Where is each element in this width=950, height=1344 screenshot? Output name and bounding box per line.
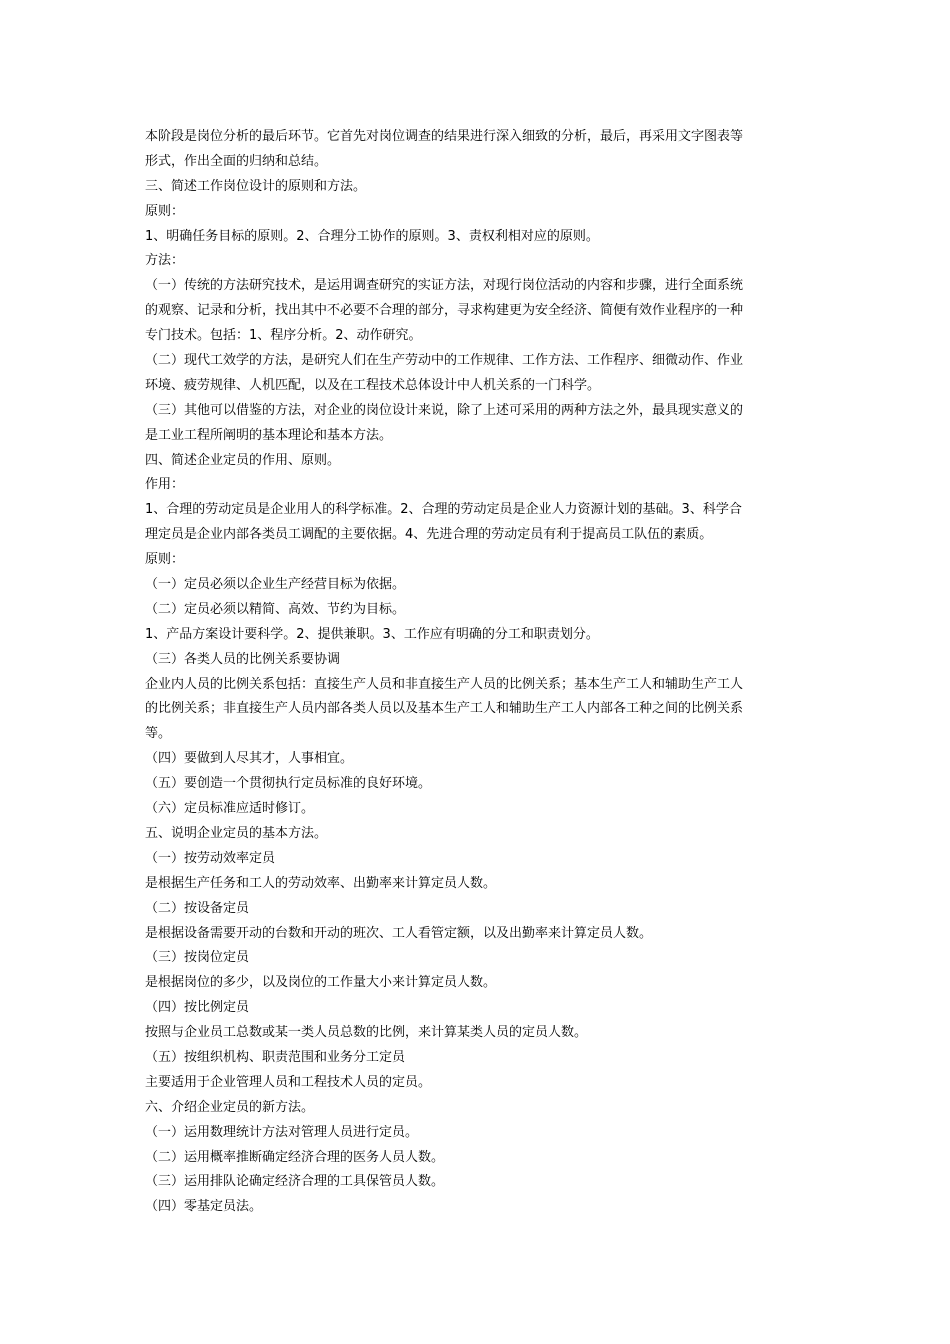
text-line: （三）按岗位定员 xyxy=(145,950,250,966)
text-line: （一）定员必须以企业生产经营目标为依据。 xyxy=(145,577,406,593)
text-line: 原则： xyxy=(145,552,185,568)
text-line: 作用： xyxy=(145,477,185,493)
section-heading: 三、简述工作岗位设计的原则和方法。 xyxy=(145,178,367,194)
text-line: （四）按比例定员 xyxy=(145,1000,250,1016)
text-line: 的比例关系；非直接生产人员内部各类人员以及基本生产工人和辅助生产工人内部各工种之间的比例关系 xyxy=(145,701,744,717)
text-line: 本阶段是岗位分析的最后环节。它首先对岗位调查的结果进行深入细致的分析，最后，再采用文字图表等 xyxy=(145,129,744,144)
text-line: （二）按设备定员 xyxy=(145,900,250,916)
text-line: 是工业工程所阐明的基本理论和基本方法。 xyxy=(145,427,393,443)
text-line: 是根据设备需要开动的台数和开动的班次、工人看管定额，以及出勤率来计算定员人数。 xyxy=(145,925,653,941)
text-line: （一）按劳动效率定员 xyxy=(145,850,276,866)
text-line: 的观察、记录和分析，找出其中不必要不合理的部分，寻求构建更为安全经济、简便有效作业程序的一种 xyxy=(145,303,744,319)
text-line: 原则： xyxy=(145,203,185,219)
text-line: 企业内人员的比例关系包括：直接生产人员和非直接生产人员的比例关系；基本生产工人和辅助生产工人 xyxy=(145,676,744,692)
text-line: 按照与企业员工总数或某一类人员总数的比例，来计算某类人员的定员人数。 xyxy=(145,1025,588,1041)
text-line: 1、明确任务目标的原则。2、合理分工协作的原则。3、责权利相对应的原则。 xyxy=(145,228,599,244)
text-line: （四）零基定员法。 xyxy=(145,1199,263,1215)
section-heading: 六、介绍企业定员的新方法。 xyxy=(145,1099,315,1115)
text-line: 主要适用于企业管理人员和工程技术人员的定员。 xyxy=(145,1074,432,1090)
text-line: （三）其他可以借鉴的方法，对企业的岗位设计来说，除了上述可采用的两种方法之外，最具现实意义的 xyxy=(145,402,744,418)
text-line: 1、合理的劳动定员是企业用人的科学标准。2、合理的劳动定员是企业人力资源计划的基础。3、科学合 xyxy=(145,502,742,518)
text-line: （四）要做到人尽其才，人事相宜。 xyxy=(145,751,354,767)
text-line: （五）要创造一个贯彻执行定员标准的良好环境。 xyxy=(145,776,432,792)
text-line: 是根据生产任务和工人的劳动效率、出勤率来计算定员人数。 xyxy=(145,875,497,891)
text-line: 环境、疲劳规律、人机匹配，以及在工程技术总体设计中人机关系的一门科学。 xyxy=(145,377,601,393)
section-heading: 五、说明企业定员的基本方法。 xyxy=(145,825,328,841)
text-line: （二）现代工效学的方法，是研究人们在生产劳动中的工作规律、工作方法、工作程序、细微动作、作业 xyxy=(145,353,744,369)
section-heading: 四、简述企业定员的作用、原则。 xyxy=(145,452,341,468)
text-line: （三）各类人员的比例关系要协调 xyxy=(145,651,341,667)
text-line: 理定员是企业内部各类员工调配的主要依据。4、先进合理的劳动定员有利于提高员工队伍的素质。 xyxy=(145,527,713,543)
text-line: （三）运用排队论确定经济合理的工具保管员人数。 xyxy=(145,1174,445,1190)
text-line: 是根据岗位的多少，以及岗位的工作量大小来计算定员人数。 xyxy=(145,975,497,991)
text-line: 等。 xyxy=(145,726,172,742)
text-line: （二）运用概率推断确定经济合理的医务人员人数。 xyxy=(145,1149,445,1165)
text-line: 方法： xyxy=(145,253,185,269)
text-line: 1、产品方案设计要科学。2、提供兼职。3、工作应有明确的分工和职责划分。 xyxy=(145,626,599,642)
text-line: （六）定员标准应适时修订。 xyxy=(145,801,315,817)
text-line: 专门技术。包括：1、程序分析。2、动作研究。 xyxy=(145,328,422,344)
text-line: 形式，作出全面的归纳和总结。 xyxy=(145,153,328,169)
text-line: （一）传统的方法研究技术，是运用调查研究的实证方法，对现行岗位活动的内容和步骤，进行全面系统 xyxy=(145,278,744,294)
text-line: （一）运用数理统计方法对管理人员进行定员。 xyxy=(145,1124,419,1140)
document-body xyxy=(145,125,810,1220)
text-line: （五）按组织机构、职责范围和业务分工定员 xyxy=(145,1049,406,1065)
text-line: （二）定员必须以精简、高效、节约为目标。 xyxy=(145,601,406,617)
